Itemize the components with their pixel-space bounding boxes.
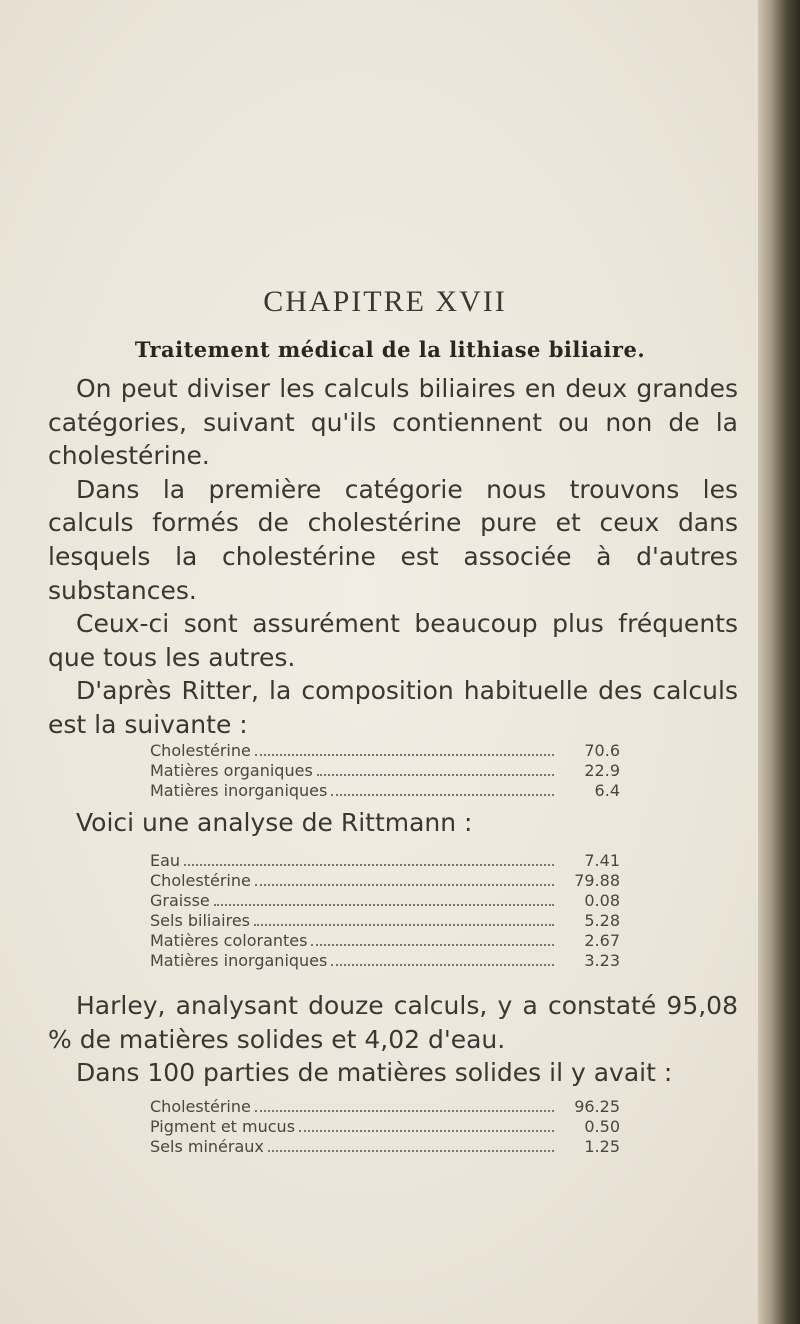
rittmann-analysis-table bbox=[150, 851, 620, 971]
row-value: 5.28 bbox=[584, 911, 620, 930]
body-text-2 bbox=[48, 806, 738, 840]
row-label: Matières organiques bbox=[150, 761, 313, 780]
row-label: Eau bbox=[150, 851, 181, 870]
table-row bbox=[150, 951, 620, 971]
row-label: Sels biliaires bbox=[150, 911, 251, 930]
dot-leader bbox=[331, 963, 554, 966]
table-row bbox=[150, 931, 620, 951]
row-value: 7.41 bbox=[584, 851, 620, 870]
row-label: Matières colorantes bbox=[150, 931, 308, 950]
table-row bbox=[150, 741, 620, 761]
row-label: Graisse bbox=[150, 891, 210, 910]
row-label: Sels minéraux bbox=[150, 1137, 264, 1156]
row-value: 70.6 bbox=[584, 741, 620, 760]
row-label: Matières inorganiques bbox=[150, 781, 328, 800]
row-label: Cholestérine bbox=[150, 1097, 251, 1116]
section-heading: Traitement médical de la lithiase biliaire. bbox=[134, 337, 646, 362]
dot-leader bbox=[255, 883, 554, 886]
paragraph-1: On peut diviser les calculs biliaires en deux grandes catégories, suivant qu'ils contiennent ou non de la cholestérine. bbox=[48, 374, 738, 471]
book-spine-shadow bbox=[758, 0, 800, 1324]
row-value: 1.25 bbox=[584, 1137, 620, 1156]
harley-analysis-table bbox=[150, 1097, 620, 1157]
table-row bbox=[150, 871, 620, 891]
dot-leader bbox=[184, 863, 554, 866]
paragraph-3: Ceux-ci sont assurément beaucoup plus fréquents que tous les autres. bbox=[48, 609, 738, 672]
chapter-heading: CHAPITRE XVII bbox=[263, 285, 507, 318]
row-value: 22.9 bbox=[584, 761, 620, 780]
row-label: Cholestérine bbox=[150, 741, 251, 760]
dot-leader bbox=[331, 793, 554, 796]
table-row bbox=[150, 911, 620, 931]
dot-leader bbox=[299, 1129, 554, 1132]
table-row bbox=[150, 761, 620, 781]
row-value: 96.25 bbox=[574, 1097, 620, 1116]
paragraph-5: Voici une analyse de Rittmann : bbox=[76, 808, 473, 837]
row-value: 0.08 bbox=[584, 891, 620, 910]
table-row bbox=[150, 851, 620, 871]
dot-leader bbox=[254, 923, 554, 926]
body-text-3 bbox=[48, 989, 738, 1090]
dot-leader bbox=[311, 943, 554, 946]
paragraph-6: Harley, analysant douze calculs, y a constaté 95,08 % de matières solides et 4,02 d'eau. bbox=[48, 991, 738, 1054]
dot-leader bbox=[214, 903, 554, 906]
dot-leader bbox=[255, 753, 554, 756]
row-label: Pigment et mucus bbox=[150, 1117, 296, 1136]
table-row bbox=[150, 1137, 620, 1157]
row-value: 0.50 bbox=[584, 1117, 620, 1136]
paragraph-7: Dans 100 parties de matières solides il y avait : bbox=[76, 1058, 673, 1088]
dot-leader bbox=[317, 773, 554, 776]
row-label: Cholestérine bbox=[150, 871, 251, 890]
row-value: 2.67 bbox=[584, 931, 620, 950]
ritter-composition-table bbox=[150, 741, 620, 801]
dot-leader bbox=[255, 1109, 554, 1112]
table-row bbox=[150, 781, 620, 801]
dot-leader bbox=[268, 1149, 554, 1152]
paragraph-4: D'après Ritter, la composition habituelle des calculs est la suivante : bbox=[48, 676, 738, 739]
body-text bbox=[48, 372, 738, 742]
row-value: 3.23 bbox=[584, 951, 620, 970]
paragraph-2: Dans la première catégorie nous trouvons les calculs formés de cholestérine pure et ceux dans lesquels la cholestérine est associée à d'autres substances. bbox=[48, 474, 738, 605]
row-value: 6.4 bbox=[594, 781, 620, 800]
table-row bbox=[150, 1097, 620, 1117]
table-row bbox=[150, 891, 620, 911]
table-row bbox=[150, 1117, 620, 1137]
row-label: Matières inorganiques bbox=[150, 951, 328, 970]
row-value: 79.88 bbox=[574, 871, 620, 890]
